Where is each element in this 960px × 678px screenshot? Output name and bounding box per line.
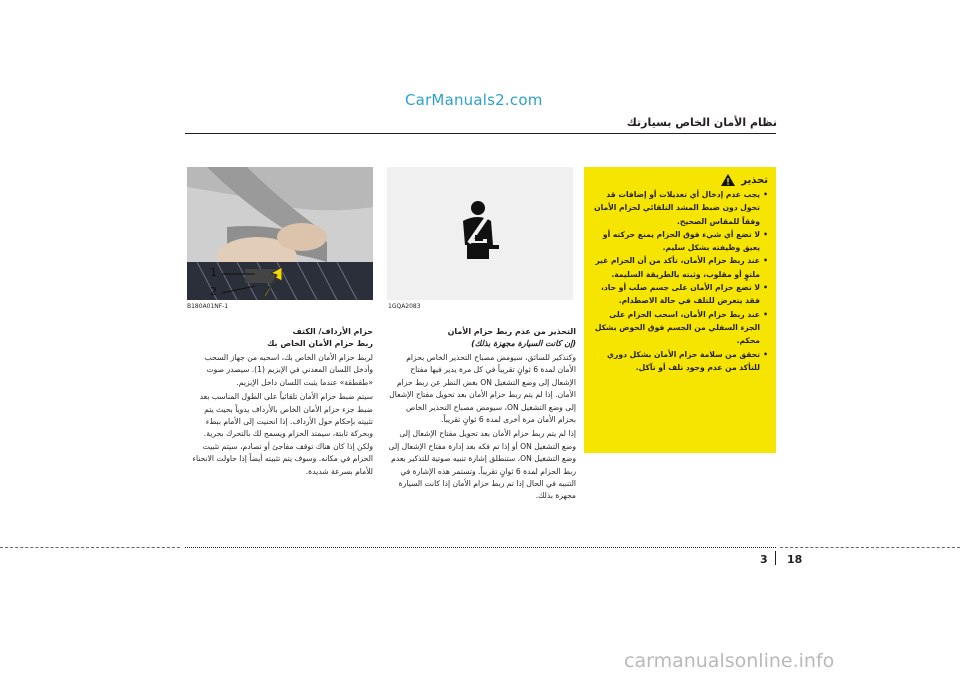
seatbelt-warning-figure	[387, 167, 573, 300]
section-subheading: (إن كانت السيارة مجهزة بذلك)	[471, 339, 576, 348]
warning-item: • لا تضع أي شيء فوق الحزام يمنع حركته أو يعيق وظيفته بشكل سليم.	[592, 228, 768, 255]
page-divider-left	[0, 547, 180, 548]
warning-item: • يجب عدم إدخال أي تعديلات أو إضافات قد تحول دون ضبط المشد التلقائي لحزام الأمان وفقاً للمقاس الصحيح.	[592, 188, 768, 228]
section-header: نظام الأمان الخاص بسيارتك	[626, 116, 777, 129]
callout-2: 2	[210, 285, 217, 298]
warning-title-label: تحذير	[741, 174, 768, 186]
callout-1: 1	[210, 266, 217, 279]
warning-triangle-icon	[721, 174, 735, 186]
figure-code-right: 1GQA2083	[388, 303, 421, 310]
watermark-top: CarManuals2.com	[405, 91, 543, 109]
section-heading: حزام الأرداف/ الكتف	[292, 327, 373, 336]
section-heading: التحذير من عدم ربط حزام الأمان	[447, 327, 576, 336]
page-number-separator	[775, 551, 776, 565]
seatbelt-warning-section	[387, 326, 576, 503]
seatbelt-warning-icon	[445, 199, 515, 269]
page-divider-right	[780, 547, 960, 548]
header-rule	[185, 133, 776, 134]
figure-code-left: B180A01NF-1	[187, 303, 229, 310]
watermark-bottom: carmanualsonline.info	[624, 650, 835, 672]
page-number: 18	[787, 553, 803, 566]
warning-item: • تحقق من سلامة حزام الأمان بشكل دوري للتأكد من عدم وجود تلف أو تآكل.	[592, 348, 768, 375]
paragraph: سيتم ضبط حزام الأمان تلقائياً على الطول المناسب بعد ضبط جزء حزام الأمان الخاص بالأرداف يدوياً بحيث يتم تثبيته بإحكام حول الأرداف. إذا انحنيت إلى الأمام ببطء وبحركة ثابتة، سيمتد الحزام ويسمح لك بالتحرك بحرية. ولكن إذا كان هناك توقف مفاجئ أو تصادم، سيتم تثبيت الحزام في مكانه. وسوف يتم تثبيته أيضاً إذا حاولت الانحناء للأمام بسرعة شديدة.	[192, 392, 373, 476]
chapter-number: 3	[760, 553, 768, 566]
seatbelt-buckle-figure	[187, 167, 373, 300]
lap-shoulder-belt-section	[187, 326, 373, 478]
paragraph: وكتذكير للسائق، سيومض مصباح التحذير الخاص بحزام الأمان لمدة 6 ثوانٍ تقريباً في كل مرة يدير فيها مفتاح الإشعال إلى وضع التشغيل ON بغض النظر عن ربط حزام الأمان. إذا لم يتم ربط حزام الأمان بعد تحويل مفتاح الإشعال إلى وضع التشغيل ON، سيومض مصباح التحذير الخاص بحزام الأمان مرة أخرى لمدة 6 ثوانٍ تقريباً.	[389, 353, 576, 425]
paragraph: لربط حزام الأمان الخاص بك، اسحبه من جهاز السحب وأدخل اللسان المعدني في الإبزيم (1). سيصدر صوت «طقطقة» عندما يثبت اللسان داخل الإبزيم.	[204, 353, 373, 387]
warning-box	[584, 167, 776, 453]
warning-list	[592, 188, 768, 374]
warning-item: • عند ربط حزام الأمان، اسحب الحزام على الجزء السفلي من الجسم فوق الحوض بشكل محكم.	[592, 308, 768, 348]
section-subheading: ربط حزام الأمان الخاص بك	[267, 339, 373, 348]
warning-title	[592, 174, 768, 186]
paragraph: إذا لم يتم ربط حزام الأمان بعد تحويل مفتاح الإشعال إلى وضع التشغيل ON أو إذا تم فكه بعد إدارة مفتاح الإشعال إلى وضع التشغيل ON، ستنطلق إشارة تنبيه صوتية للتذكير بعدم ربط الحزام لمدة 6 ثوانٍ تقريباً. وتستمر هذه الإشارة في التنبيه في الحال إذا تم ربط حزام الأمان إذا كانت السيارة مجهزة بذلك.	[388, 429, 576, 501]
warning-item: • لا تضع حزام الأمان على جسم صلب أو حاد، فقد يتعرض للتلف في حالة الاصطدام.	[592, 281, 768, 308]
warning-item: • عند ربط حزام الأمان، تأكد من أن الحزام غير ملتوٍ أو مقلوب، وثبته بالطريقة السليمة.	[592, 254, 768, 281]
footer-rule	[185, 547, 776, 548]
